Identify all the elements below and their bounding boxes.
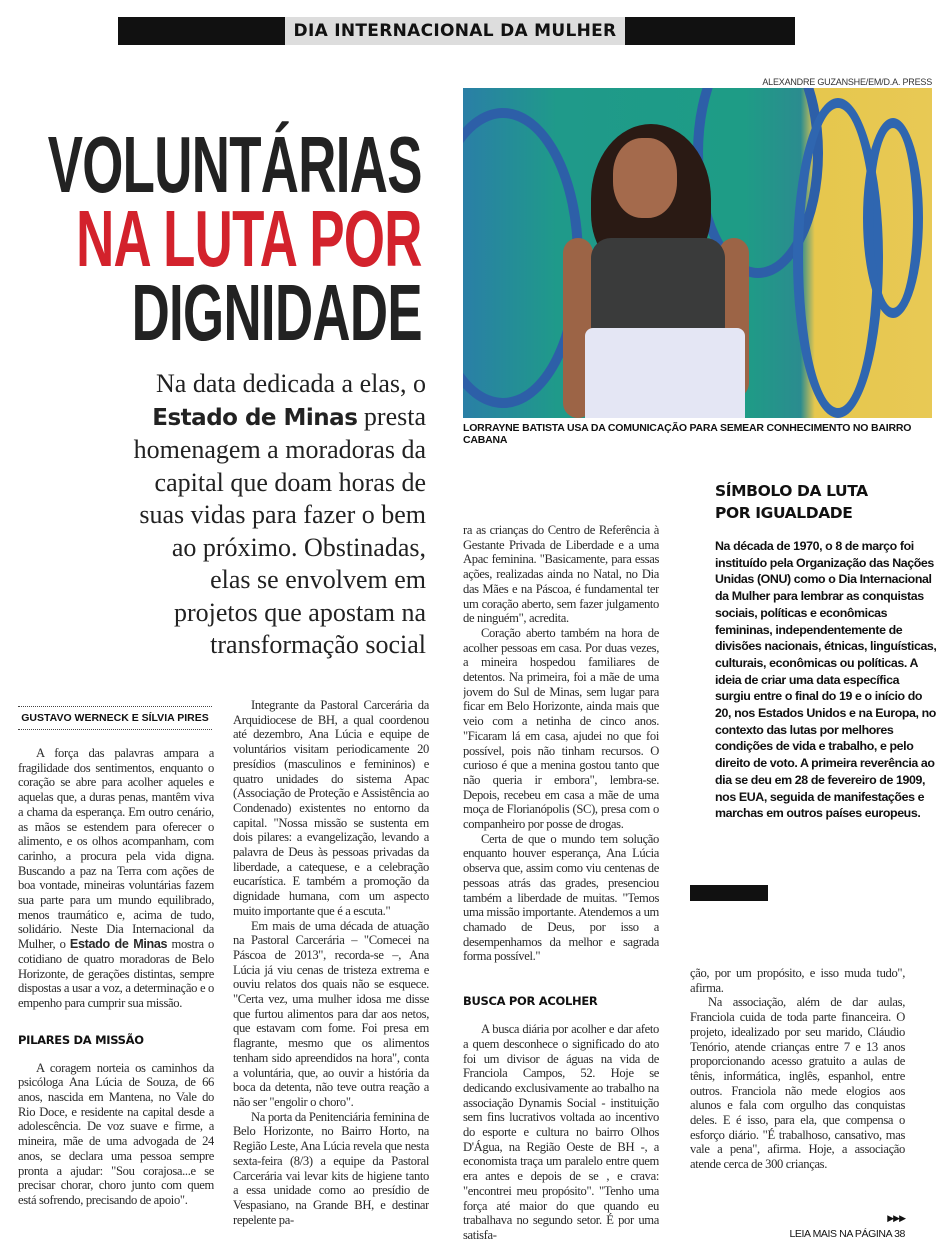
main-photo [463, 88, 932, 418]
sidebar-box [715, 480, 937, 822]
headline-line: VOLUNTÁRIAS [47, 120, 422, 209]
deck [60, 368, 426, 662]
headline-line: DIGNIDADE [131, 268, 422, 357]
text: A força das palavras ampara a fragilidade dos sentimentos, enquanto o coração se abre para acolher aqueles e aquelas que, a duras penas, mantêm viva a chama da esperança. Em outro cenário, as mãos se estendem para oferecer o alimento, e os olhos acompanham, com carinho, a procura pela vida digna. Buscando a paz na Terra com ações de boa vontade, mineiras voluntárias fazem sua parte para um mundo equilibrado, menos traumático e, acima de tudo, solidário. Neste Dia Internacional da Mulher, o [18, 746, 214, 952]
subheading: BUSCA POR ACOLHER [463, 994, 598, 1009]
paragraph [18, 746, 214, 1011]
article-column-2 [233, 698, 429, 1254]
deck-line: Na data dedicada a elas, o [156, 369, 426, 398]
article-column-1 [18, 746, 214, 1254]
text: mostra o cotidiano de quatro moradoras de Belo Horizonte, de gerações distintas, sempre dispostas a usar a voz, a determinação e o empenho para cumprir sua missão. [18, 937, 214, 1010]
paragraph: Na porta da Penitenciária feminina de Belo Horizonte, no Bairro Horto, na Região Leste, Ana Lúcia revela que nesta sexta-feira (8/3) a equipe da Pastoral Carcerária vai levar kits de higiene tanto a essa unidade como ao presídio de Vespasiano, na Grande BH, e destinar repelente pa- [233, 1109, 429, 1227]
sidebar-text: Na década de 1970, o 8 de março foi instituído pela Organização das Nações Unidas (ONU) como o Dia Internacional da Mulher para lembrar as conquistas sociais, políticas e econômicas femininas, independentemente de divisões nacionais, étnicas, linguísticas, culturais, econômicas ou políticas. A ideia de criar uma data específica surgiu entre o final do 19 e o início do 20, nos Estados Unidos e na Europa, no contexto das lutas por melhores condições de vida e trabalho, e pelo direito de voto. A primeira reverência ao dia se deu em 28 de fevereiro de 1909, nos EUA, seguida de manifestações e marchas em outros países europeus. [715, 539, 937, 821]
paragraph: Na associação, além de dar aulas, Franciola cuida de toda parte financeira. O projeto, idealizado por seu marido, Cláudio Tenório, atende crianças entre 7 e 13 anos proporcionando acesso gratuito a aulas de tênis, informática, inglês, espanhol, entre outros. Franciola não mede elogios aos alunos e fala com orgulho das conquistas deles. E é isso, para ela, que compensa o esforço diário. "É trabalhoso, cansativo, mas vale a pena", afirma. Hoje, a associação atende cerca de 300 crianças. [690, 995, 905, 1172]
arrow-icon: ▶▶▶ [887, 1213, 905, 1223]
section-label: DIA INTERNACIONAL DA MULHER [285, 17, 625, 45]
deck-line [60, 401, 426, 435]
person-skirt [585, 328, 745, 418]
subheading: PILARES DA MISSÃO [18, 1032, 144, 1047]
deck-line: projetos que apostam na [174, 597, 426, 627]
deck-line: ao próximo. Obstinadas, [171, 532, 426, 562]
article-column-4 [690, 966, 905, 1196]
deck-line: elas se envolvem em [210, 565, 426, 594]
byline: GUSTAVO WERNECK E SÍLVIA PIRES [18, 706, 212, 730]
deck-line: transformação social [210, 630, 426, 659]
headline-line-accent: NA LUTA POR [76, 194, 422, 283]
paragraph: ra as crianças do Centro de Referência à Gestante Privada de Liberdade e a uma Apac feminina. "Basicamente, para essas ações, realizadas ainda no Natal, no Dia das Mães e na Páscoa, é fundamental ter um coração aberto, sem fazer julgamento de ninguém", acredita. [463, 523, 659, 626]
sidebar-title-line: POR IGUALDADE [715, 504, 853, 522]
paragraph: A busca diária por acolher e dar afeto a quem desconhece o significado do ato foi um divisor de águas na vida de Franciola Campos, 52. Hoje se dedicando exclusivamente ao trabalho na associação Dynamis Social - instituição sem fins lucrativos voltada ao incentivo do esporte e cultura no bairro Olhos D'Água, na Região Oeste de BH -, a economista traça um paralelo entre quem era antes e depois de se , e crava: "encontrei meu propósito". "Tenho uma força até maior do que quando eu trabalhava no segundo setor. É por uma satisfa- [463, 1022, 659, 1242]
sidebar-title [715, 480, 937, 524]
graffiti-stroke [863, 118, 923, 318]
person-top [591, 238, 725, 333]
person-face [613, 138, 677, 218]
publication-name: Estado de Minas [152, 404, 358, 431]
headline [0, 120, 422, 357]
paragraph: Integrante da Pastoral Carcerária da Arquidiocese de BH, a qual coordenou até dezembro, Ana Lúcia e equipe de voluntários visitam periodicamente 20 presídios (masculinos e femininos) e quatro unidades do sistema Apac (Associação de Proteção e Assistência ao Condenado) existentes no entorno da capital. "Nossa missão se sustenta em dois pilares: a evangelização, levando a palavra de Deus às pessoas privadas da liberdade, a catequese, e a celebração eucarística. E também a promoção da dignidade humana, com um aspecto muito importante que é a escuta." [233, 698, 429, 918]
section-banner [118, 17, 795, 45]
deck-line: suas vidas para fazer o bem [139, 500, 426, 529]
divider-bar [690, 885, 768, 901]
article-column-3 [463, 523, 659, 1254]
continued-label: LEIA MAIS NA PÁGINA 38 [789, 1228, 905, 1240]
paragraph: Em mais de uma década de atuação na Pastoral Carcerária – "Comecei na Páscoa de 2013", recorda-se –, Ana Lúcia já viu cenas de tristeza extrema e ouviu relatos dos quais não se esquece. "Certa vez, uma mulher idosa me disse que furtou alimentos para dar aos netos, que estavam com fome. Foi presa em flagrante, mesmo que os alimentos tenham sido apreendidos na hora", conta a voluntária, que, ao ouvir a história da boca da detenta, não teve outra reação a não ser "engolir o choro". [233, 918, 429, 1109]
paragraph: ção, por um propósito, e isso muda tudo", afirma. [690, 966, 905, 995]
paragraph: Certa de que o mundo tem solução enquanto houver esperança, Ana Lúcia observa que, assim como viu centenas de pessoas atrás das grades, presenciou também a liberdade de muitas. "Temos uma missão importante. Atendemos a um chamado de Deus, por isso a desempenhamos da melhor e sagrada forma possível." [463, 831, 659, 964]
publication-name: Estado de Minas [69, 937, 168, 952]
deck-line: capital que doam horas de [154, 467, 426, 497]
deck-text: presta [357, 401, 426, 431]
continued-on-page-link[interactable] [690, 1213, 905, 1240]
deck-line: homenagem a moradoras da [133, 435, 426, 464]
paragraph: A coragem norteia os caminhos da psicóloga Ana Lúcia de Souza, de 66 anos, nascida em Mantena, no Vale do Rio Doce, e residente na capital desde a adolescência. De voz suave e firme, a mineira, mãe de uma advogada de 24 anos, se declara uma pessoa sempre pronta a ajudar: "Sou corajosa...e se precisar chorar, choro junto com quem está sofrendo, precisando de apoio". [18, 1060, 214, 1207]
paragraph: Coração aberto também na hora de acolher pessoas em casa. Por duas vezes, a mineira hospedou familiares de detentos. Na primeira, foi a mãe de uma jovem do Sul de Minas, sem lugar para ficar em Belo Horizonte, ainda mais que veio com a netinha de cinco anos. "Ficaram lá em casa, ajudei no que foi possível, pois não tinham recursos. O curioso é que a menina gostou tanto que não queria ir embora", lembra-se. Depois, recebeu em casa a mãe de uma moça de Florianópolis (SC), presa com o companheiro por posse de drogas. [463, 625, 659, 832]
photo-credit: ALEXANDRE GUZANSHE/EM/D.A. PRESS [762, 77, 932, 87]
photo-caption: LORRAYNE BATISTA USA DA COMUNICAÇÃO PARA SEMEAR CONHECIMENTO NO BAIRRO CABANA [463, 422, 912, 446]
sidebar-title-line: SÍMBOLO DA LUTA [715, 482, 868, 500]
